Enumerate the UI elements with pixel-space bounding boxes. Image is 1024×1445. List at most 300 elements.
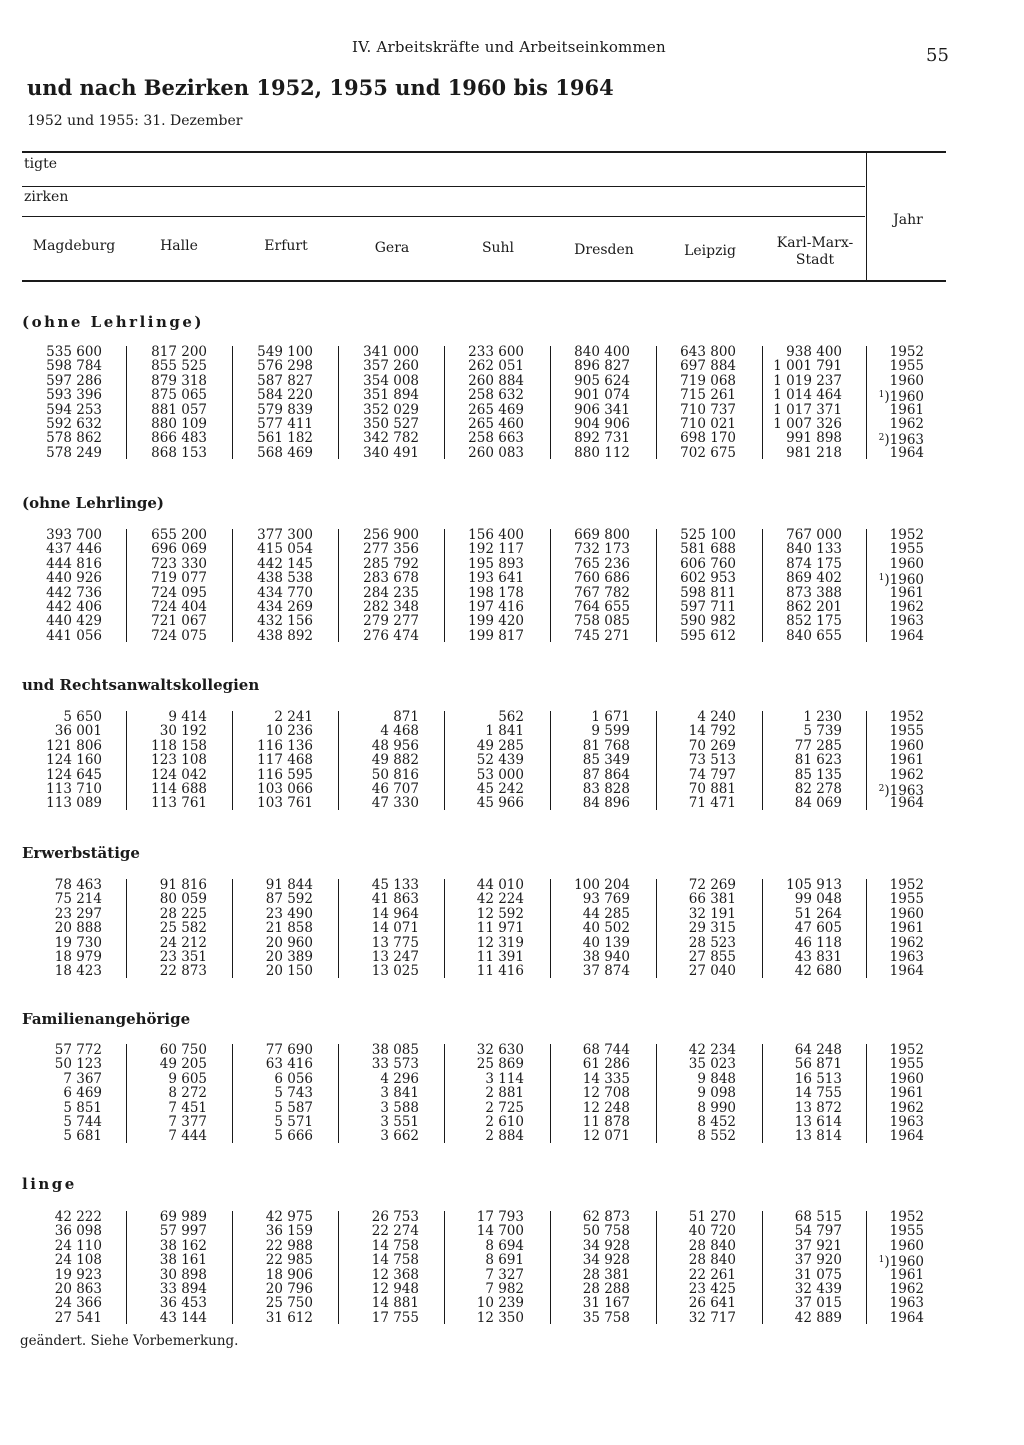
cell-year (872, 1210, 924, 1224)
table-row (0, 557, 1024, 571)
footnote-marker: 1 (878, 1255, 885, 1266)
cell-gera: 3 662 (380, 1128, 419, 1145)
year-value: 1961 (889, 584, 924, 601)
cell-karl-marx-stadt: 68 515 (794, 1209, 842, 1225)
table-row (0, 739, 1024, 753)
cell-year (872, 1129, 924, 1143)
page-number: 55 (926, 45, 949, 66)
cell-magdeburg: 440 926 (46, 570, 102, 587)
cell-gera: 12 948 (371, 1281, 419, 1297)
cell-dresden: 93 769 (582, 891, 630, 908)
table-row (0, 1296, 1024, 1310)
cell-year (872, 542, 924, 556)
cell-year (872, 403, 924, 417)
cell-erfurt: 21 858 (265, 920, 313, 937)
cell-year (872, 586, 924, 600)
table-row (0, 878, 1024, 892)
table-row (0, 542, 1024, 556)
table-row (0, 964, 1024, 978)
cell-leipzig: 74 797 (688, 766, 736, 783)
col-head-erfurt: Erfurt (264, 238, 308, 254)
table-row (0, 1057, 1024, 1071)
cell-erfurt: 10 236 (265, 723, 313, 740)
cell-suhl: 156 400 (468, 527, 524, 543)
cell-magdeburg: 36 001 (54, 723, 102, 740)
col-head-leipzig: Leipzig (684, 243, 736, 259)
cell-gera: 342 782 (363, 430, 419, 447)
cell-dresden: 880 112 (574, 444, 630, 461)
cell-suhl: 2 610 (485, 1114, 524, 1130)
cell-year (872, 1101, 924, 1115)
cell-magdeburg: 535 600 (46, 344, 102, 360)
cell-karl-marx-stadt: 54 797 (794, 1223, 842, 1240)
cell-gera: 33 573 (371, 1056, 419, 1073)
cell-leipzig: 66 381 (688, 891, 736, 908)
cell-leipzig: 70 269 (688, 737, 736, 754)
cell-karl-marx-stadt: 1 014 464 (773, 387, 842, 404)
cell-leipzig: 73 513 (688, 752, 736, 769)
cell-gera: 277 356 (363, 541, 419, 558)
cell-leipzig: 40 720 (688, 1223, 736, 1240)
cell-magdeburg: 5 681 (63, 1128, 102, 1145)
cell-gera: 13 247 (371, 949, 419, 965)
cell-karl-marx-stadt: 1 017 371 (773, 401, 842, 418)
table-row (0, 600, 1024, 614)
col-head-karl-marx-stadt (764, 235, 866, 269)
cell-karl-marx-stadt: 874 175 (786, 555, 842, 572)
cell-magdeburg: 5 851 (63, 1099, 102, 1116)
cell-dresden: 732 173 (574, 541, 630, 558)
cell-magdeburg: 442 406 (46, 599, 102, 615)
cell-halle: 724 404 (151, 599, 207, 615)
cell-erfurt: 568 469 (257, 444, 313, 461)
cell-halle: 7 377 (168, 1114, 207, 1130)
cell-dresden: 37 874 (582, 963, 630, 980)
cell-year (872, 1311, 924, 1325)
cell-halle: 43 144 (159, 1309, 207, 1326)
cell-erfurt: 549 100 (257, 344, 313, 360)
section-title: Erwerbstätige (22, 844, 140, 862)
table-row (0, 768, 1024, 782)
cell-erfurt: 23 490 (265, 905, 313, 922)
col-head-gera: Gera (374, 240, 410, 256)
year-value: 1962 (889, 766, 924, 783)
year-value: 1964 (889, 1128, 924, 1145)
cell-suhl: 3 114 (485, 1070, 524, 1087)
year-value: 1960 (889, 905, 924, 922)
cell-karl-marx-stadt: 1 007 326 (773, 416, 842, 432)
table-row (0, 1115, 1024, 1129)
cell-gera: 3 551 (380, 1114, 419, 1130)
cell-halle: 723 330 (151, 555, 207, 572)
table-row (0, 403, 1024, 417)
cell-gera: 41 863 (371, 891, 419, 908)
cell-halle: 57 997 (159, 1223, 207, 1240)
cell-magdeburg: 437 446 (46, 541, 102, 558)
cell-dresden: 50 758 (582, 1223, 630, 1240)
cell-suhl: 11 416 (476, 963, 524, 980)
cell-magdeburg: 5 744 (63, 1114, 102, 1130)
cell-dresden: 764 655 (574, 599, 630, 615)
cell-suhl: 262 051 (468, 358, 524, 375)
cell-suhl: 1 841 (485, 723, 524, 740)
cell-karl-marx-stadt: 13 872 (794, 1099, 842, 1116)
table-row (0, 1129, 1024, 1143)
header-top-rule (22, 151, 946, 153)
cell-gera: 45 133 (371, 877, 419, 893)
cell-dresden: 1 671 (591, 709, 630, 725)
cell-suhl: 44 010 (476, 877, 524, 893)
cell-halle: 118 158 (151, 737, 207, 754)
year-value: 1952 (889, 527, 924, 543)
year-value: 1963 (889, 1295, 924, 1312)
cell-erfurt: 5 571 (274, 1114, 313, 1130)
cell-erfurt: 116 595 (257, 766, 313, 783)
cell-magdeburg: 441 056 (46, 627, 102, 644)
cell-karl-marx-stadt: 1 230 (803, 709, 842, 725)
cell-halle: 7 444 (168, 1128, 207, 1145)
cell-suhl: 45 242 (476, 781, 524, 797)
cell-karl-marx-stadt: 85 135 (794, 766, 842, 783)
cell-leipzig: 14 792 (688, 723, 736, 740)
table-row (0, 1043, 1024, 1057)
cell-karl-marx-stadt: 37 920 (794, 1252, 842, 1269)
cell-magdeburg: 42 222 (54, 1209, 102, 1225)
cell-leipzig: 602 953 (680, 570, 736, 587)
cell-magdeburg: 78 463 (54, 877, 102, 893)
cell-year (872, 739, 924, 753)
cell-leipzig: 51 270 (688, 1209, 736, 1225)
cell-year (872, 614, 924, 628)
cell-erfurt: 63 416 (265, 1056, 313, 1073)
cell-leipzig: 72 269 (688, 877, 736, 893)
year-value: 1955 (889, 541, 924, 558)
cell-erfurt: 36 159 (265, 1223, 313, 1240)
cell-karl-marx-stadt: 37 015 (794, 1295, 842, 1312)
footnote: geändert. Siehe Vorbemerkung. (20, 1333, 239, 1349)
year-value: 1960 (889, 1237, 924, 1254)
cell-dresden: 84 896 (582, 795, 630, 812)
cell-suhl: 12 350 (476, 1309, 524, 1326)
table-row (0, 1086, 1024, 1100)
cell-karl-marx-stadt: 81 623 (794, 752, 842, 769)
cell-leipzig: 70 881 (688, 781, 736, 797)
cell-dresden: 62 873 (582, 1209, 630, 1225)
cell-year (872, 374, 924, 388)
cell-magdeburg: 444 816 (46, 555, 102, 572)
cell-year (872, 1086, 924, 1100)
cell-magdeburg: 578 249 (46, 444, 102, 461)
table-row (0, 446, 1024, 460)
cell-erfurt: 20 796 (265, 1281, 313, 1297)
cell-karl-marx-stadt: 32 439 (794, 1281, 842, 1297)
cell-leipzig: 8 452 (697, 1114, 736, 1130)
cell-year (872, 921, 924, 935)
cell-dresden: 901 074 (574, 387, 630, 404)
table-row (0, 374, 1024, 388)
cell-leipzig: 9 098 (697, 1085, 736, 1102)
cell-halle: 28 225 (159, 905, 207, 922)
cell-suhl: 265 469 (468, 401, 524, 418)
cell-leipzig: 710 737 (680, 401, 736, 418)
year-value: 1961 (889, 752, 924, 769)
cell-karl-marx-stadt: 981 218 (786, 444, 842, 461)
cell-gera: 26 753 (371, 1209, 419, 1225)
cell-halle: 8 272 (168, 1085, 207, 1102)
col-head-magdeburg: Magdeburg (32, 238, 116, 254)
cell-magdeburg: 598 784 (46, 358, 102, 375)
cell-gera: 12 368 (371, 1266, 419, 1283)
cell-dresden: 68 744 (582, 1042, 630, 1058)
cell-halle: 22 873 (159, 963, 207, 980)
cell-gera: 350 527 (363, 416, 419, 432)
cell-gera: 14 758 (371, 1237, 419, 1254)
cell-dresden: 12 248 (582, 1099, 630, 1116)
year-value: 1962 (889, 1099, 924, 1116)
cell-halle: 91 816 (159, 877, 207, 893)
cell-erfurt: 42 975 (265, 1209, 313, 1225)
cell-halle: 38 161 (159, 1252, 207, 1269)
cell-karl-marx-stadt: 16 513 (794, 1070, 842, 1087)
cell-erfurt: 5 666 (274, 1128, 313, 1145)
header-line-1: tigte (24, 156, 57, 172)
cell-gera: 285 792 (363, 555, 419, 572)
running-head: IV. Arbeitskräfte und Arbeitseinkommen (352, 38, 666, 56)
cell-gera: 3 841 (380, 1085, 419, 1102)
cell-karl-marx-stadt: 873 388 (786, 584, 842, 601)
cell-suhl: 11 971 (476, 920, 524, 937)
cell-dresden: 11 878 (582, 1114, 630, 1130)
cell-karl-marx-stadt: 56 871 (794, 1056, 842, 1073)
cell-suhl: 14 700 (476, 1223, 524, 1240)
cell-gera: 14 758 (371, 1252, 419, 1269)
cell-dresden: 12 071 (582, 1128, 630, 1145)
cell-suhl: 8 691 (485, 1252, 524, 1269)
year-value: 1963 (889, 432, 924, 449)
cell-suhl: 11 391 (476, 949, 524, 965)
cell-dresden: 44 285 (582, 905, 630, 922)
cell-gera: 352 029 (363, 401, 419, 418)
cell-karl-marx-stadt: 84 069 (794, 795, 842, 812)
cell-erfurt: 87 592 (265, 891, 313, 908)
cell-dresden: 892 731 (574, 430, 630, 447)
cell-gera: 14 071 (371, 920, 419, 937)
table-row (0, 936, 1024, 950)
cell-dresden: 896 827 (574, 358, 630, 375)
cell-magdeburg: 593 396 (46, 387, 102, 404)
cell-dresden: 745 271 (574, 627, 630, 644)
cell-halle: 855 525 (151, 358, 207, 375)
year-value: 1964 (889, 963, 924, 980)
cell-halle: 23 351 (159, 949, 207, 965)
cell-dresden: 83 828 (582, 781, 630, 797)
cell-year (872, 417, 924, 431)
cell-halle: 724 095 (151, 584, 207, 601)
cell-suhl: 195 893 (468, 555, 524, 572)
year-value: 1955 (889, 1223, 924, 1240)
cell-suhl: 198 178 (468, 584, 524, 601)
cell-leipzig: 8 990 (697, 1099, 736, 1116)
cell-dresden: 28 381 (582, 1266, 630, 1283)
cell-erfurt: 415 054 (257, 541, 313, 558)
cell-magdeburg: 50 123 (54, 1056, 102, 1073)
cell-suhl: 193 641 (468, 570, 524, 587)
cell-year (872, 600, 924, 614)
footnote-paren: ) (884, 432, 890, 449)
table-row (0, 1311, 1024, 1325)
cell-year (872, 950, 924, 964)
cell-year (872, 907, 924, 921)
cell-year (872, 1224, 924, 1238)
year-value: 1952 (889, 877, 924, 893)
cell-gera: 4 296 (380, 1070, 419, 1087)
cell-karl-marx-stadt: 37 921 (794, 1237, 842, 1254)
cell-magdeburg: 578 862 (46, 430, 102, 447)
cell-erfurt: 561 182 (257, 430, 313, 447)
table-row (0, 1252, 1024, 1271)
cell-leipzig: 32 191 (688, 905, 736, 922)
cell-gera: 14 964 (371, 905, 419, 922)
cell-leipzig: 606 760 (680, 555, 736, 572)
cell-erfurt: 577 411 (257, 416, 313, 432)
cell-erfurt: 5 587 (274, 1099, 313, 1116)
cell-suhl: 258 632 (468, 387, 524, 404)
cell-magdeburg: 18 979 (54, 949, 102, 965)
cell-karl-marx-stadt: 42 680 (794, 963, 842, 980)
cell-gera: 341 000 (363, 344, 419, 360)
cell-suhl: 17 793 (476, 1209, 524, 1225)
header-line-2: zirken (24, 189, 69, 205)
table-row (0, 781, 1024, 799)
cell-karl-marx-stadt: 31 075 (794, 1266, 842, 1283)
cell-halle: 655 200 (151, 527, 207, 543)
cell-karl-marx-stadt: 42 889 (794, 1309, 842, 1326)
col-head-halle: Halle (160, 238, 198, 254)
cell-suhl: 7 327 (485, 1266, 524, 1283)
cell-magdeburg: 124 160 (46, 752, 102, 769)
cell-gera: 50 816 (371, 766, 419, 783)
cell-erfurt: 103 761 (257, 795, 313, 812)
cell-dresden: 765 236 (574, 555, 630, 572)
cell-halle: 721 067 (151, 613, 207, 630)
cell-halle: 25 582 (159, 920, 207, 937)
cell-erfurt: 20 150 (265, 963, 313, 980)
cell-erfurt: 117 468 (257, 752, 313, 769)
cell-leipzig: 28 840 (688, 1252, 736, 1269)
cell-dresden: 840 400 (574, 344, 630, 360)
year-value: 1960 (889, 737, 924, 754)
col-head-suhl: Suhl (481, 240, 515, 256)
cell-karl-marx-stadt: 51 264 (794, 905, 842, 922)
cell-gera: 284 235 (363, 584, 419, 601)
table-row (0, 921, 1024, 935)
cell-dresden: 40 502 (582, 920, 630, 937)
cell-gera: 357 260 (363, 358, 419, 375)
footnote-marker: 2 (878, 784, 885, 794)
cell-dresden: 38 940 (582, 949, 630, 965)
cell-magdeburg: 124 645 (46, 766, 102, 783)
cell-suhl: 2 881 (485, 1085, 524, 1102)
cell-gera: 340 491 (363, 444, 419, 461)
year-value: 1961 (889, 920, 924, 937)
cell-magdeburg: 24 108 (54, 1252, 102, 1269)
table-row (0, 1101, 1024, 1115)
table-row (0, 570, 1024, 589)
cell-gera: 354 008 (363, 372, 419, 389)
cell-year (872, 796, 924, 810)
cell-leipzig: 4 240 (697, 709, 736, 725)
cell-dresden: 34 928 (582, 1252, 630, 1269)
header-year: Jahr (893, 212, 923, 228)
year-value: 1961 (889, 1266, 924, 1283)
cell-erfurt: 377 300 (257, 527, 313, 543)
cell-erfurt: 576 298 (257, 358, 313, 375)
cell-karl-marx-stadt: 938 400 (786, 344, 842, 360)
cell-erfurt: 25 750 (265, 1295, 313, 1312)
table-row (0, 614, 1024, 628)
cell-halle: 9 414 (168, 709, 207, 725)
cell-leipzig: 715 261 (680, 387, 736, 404)
col-head-karl-marx-stadt-line1: Karl-Marx- (776, 235, 854, 251)
cell-magdeburg: 24 366 (54, 1295, 102, 1312)
year-value: 1963 (889, 1114, 924, 1130)
header-rule-2 (22, 216, 865, 217)
cell-year (872, 964, 924, 978)
cell-suhl: 49 285 (476, 737, 524, 754)
cell-magdeburg: 113 089 (46, 795, 102, 812)
cell-erfurt: 77 690 (265, 1042, 313, 1058)
cell-suhl: 10 239 (476, 1295, 524, 1312)
header-rule-1 (22, 186, 865, 187)
cell-dresden: 9 599 (591, 723, 630, 740)
cell-gera: 47 330 (371, 795, 419, 812)
cell-magdeburg: 23 297 (54, 905, 102, 922)
cell-erfurt: 587 827 (257, 372, 313, 389)
table-row (0, 1072, 1024, 1086)
cell-leipzig: 8 552 (697, 1128, 736, 1145)
cell-leipzig: 28 523 (688, 934, 736, 951)
cell-leipzig: 9 848 (697, 1070, 736, 1087)
cell-dresden: 87 864 (582, 766, 630, 783)
cell-leipzig: 710 021 (680, 416, 736, 432)
year-value: 1952 (889, 1209, 924, 1225)
cell-gera: 256 900 (363, 527, 419, 543)
table-row (0, 387, 1024, 406)
cell-erfurt: 6 056 (274, 1070, 313, 1087)
cell-leipzig: 581 688 (680, 541, 736, 558)
table-row (0, 528, 1024, 542)
cell-erfurt: 438 892 (257, 627, 313, 644)
cell-karl-marx-stadt: 14 755 (794, 1085, 842, 1102)
cell-suhl: 53 000 (476, 766, 524, 783)
cell-erfurt: 18 906 (265, 1266, 313, 1283)
cell-year (872, 629, 924, 643)
year-value: 1962 (889, 1281, 924, 1297)
cell-magdeburg: 7 367 (63, 1070, 102, 1087)
cell-karl-marx-stadt: 82 278 (794, 781, 842, 797)
cell-suhl: 258 663 (468, 430, 524, 447)
cell-halle: 24 212 (159, 934, 207, 951)
cell-suhl: 7 982 (485, 1281, 524, 1297)
cell-magdeburg: 113 710 (46, 781, 102, 797)
cell-magdeburg: 75 214 (54, 891, 102, 908)
table-row (0, 1224, 1024, 1238)
year-value: 1960 (889, 555, 924, 572)
cell-year (872, 1239, 924, 1253)
table-row (0, 1282, 1024, 1296)
cell-halle: 69 989 (159, 1209, 207, 1225)
cell-halle: 866 483 (151, 430, 207, 447)
